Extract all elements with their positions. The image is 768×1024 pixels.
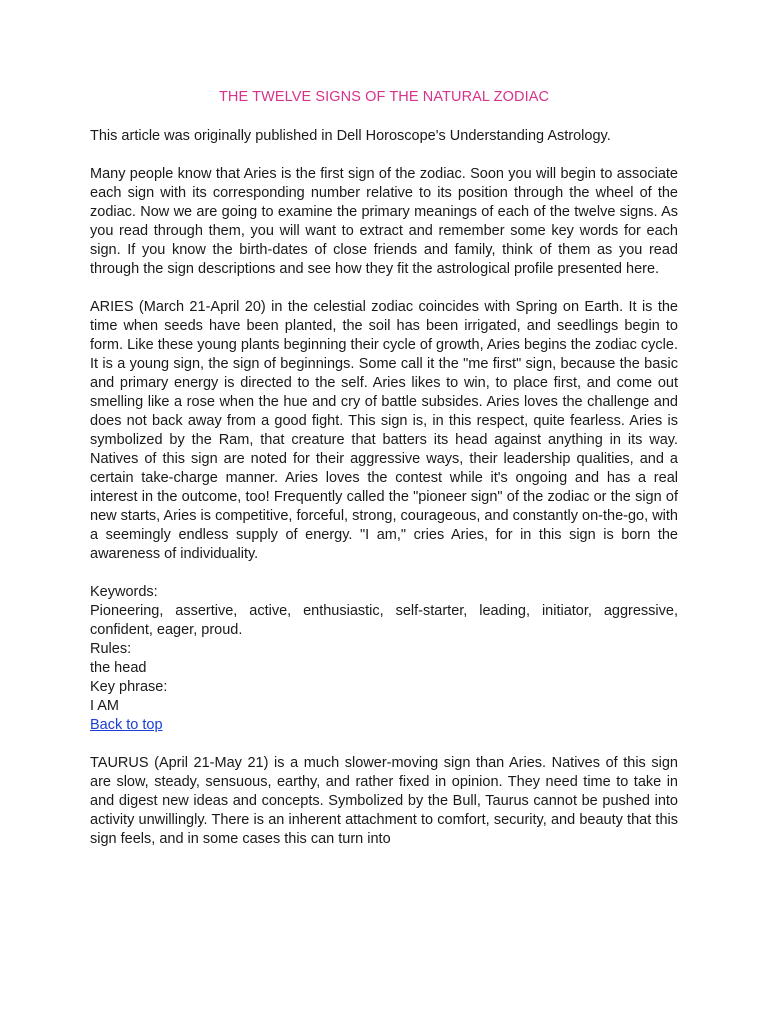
document-page [90, 88, 678, 868]
taurus-paragraph: TAURUS (April 21-May 21) is a much slower-moving sign than Aries. Natives of this sign are slow, steady, sensuous, earthy, and rather fixed in opinion. They need time to take in and digest new ideas and concepts. Symbolized by the Bull, Taurus cannot be pushed into activity unwillingly. There is an inherent attachment to comfort, security, and beauty that this sign feels, and in some cases this can turn into [90, 755, 678, 847]
aries-rules-label: Rules: [90, 641, 132, 657]
aries-rules: the head [90, 660, 147, 676]
aries-key-phrase: I AM [90, 698, 120, 714]
aries-key-phrase-label: Key phrase: [90, 679, 168, 695]
intro-paragraph: This article was originally published in Dell Horoscope's Understanding Astrology. [90, 128, 611, 144]
aries-details [90, 583, 678, 735]
overview-paragraph: Many people know that Aries is the first sign of the zodiac. Soon you will begin to associate each sign with its corresponding number relative to its position through the wheel of the zodiac. Now we are going to examine the primary meanings of each of the twelve signs. As you read through them, you will want to extract and remember some key words for each sign. If you know the birth-dates of close friends and family, think of them as you read through the sign descriptions and see how they fit the astrological profile presented here. [90, 166, 678, 277]
back-to-top-link[interactable]: Back to top [90, 717, 163, 733]
aries-keywords: Pioneering, assertive, active, enthusiastic, self-starter, leading, initiator, aggressive, confident, eager, proud. [90, 603, 678, 638]
aries-paragraph: ARIES (March 21-April 20) in the celestial zodiac coincides with Spring on Earth. It is the time when seeds have been planted, the soil has been irrigated, and seedlings begin to form. Like these young plants beginning their cycle of growth, Aries begins the zodiac cycle. It is a young sign, the sign of beginnings. Some call it the "me first" sign, because the basic and primary energy is directed to the self. Aries likes to win, to place first, and come out smelling like a rose when the hue and cry of battle subsides. Aries loves the challenge and does not back away from a good fight. This sign is, in this respect, quite fearless. Aries is symbolized by the Ram, that creature that batters its head against anything in its way. Natives of this sign are noted for their aggressive ways, their leadership qualities, and a certain take-charge manner. Aries loves the contest while it's ongoing and has a real interest in the outcome, too! Frequently called the "pioneer sign" of the zodiac or the sign of new starts, Aries is competitive, forceful, strong, courageous, and constantly on-the-go, with a seemingly endless supply of energy. "I am," cries Aries, for in this sign is born the awareness of individuality. [90, 299, 678, 562]
aries-keywords-label: Keywords: [90, 584, 158, 600]
page-title: THE TWELVE SIGNS OF THE NATURAL ZODIAC [218, 89, 550, 105]
